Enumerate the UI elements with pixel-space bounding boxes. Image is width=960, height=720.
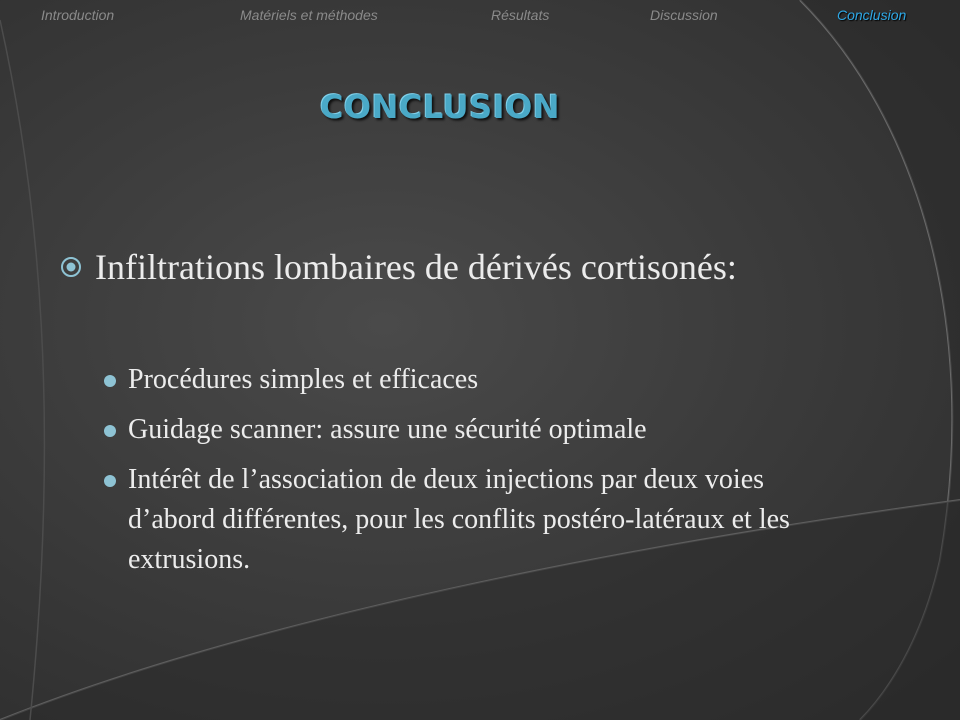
sub-bullet-text: Guidage scanner: assure une sécurité optimale	[128, 414, 647, 445]
slide-title: CONCLUSION	[319, 88, 561, 126]
round-bullet-icon	[104, 375, 116, 387]
sub-bullet-text: Intérêt de l’association de deux injections par deux voies d’abord différentes, pour les conflits postéro-latéraux et les extrusions.	[128, 464, 790, 575]
round-bullet-icon	[104, 475, 116, 487]
sub-bullet-item	[104, 410, 824, 450]
sub-bullet-list	[104, 360, 824, 590]
nav-item-resultats[interactable]: Résultats	[491, 7, 550, 23]
round-bullet-icon	[104, 425, 116, 437]
section-nav	[0, 0, 960, 30]
sub-bullet-item	[104, 460, 824, 580]
circled-dot-icon	[60, 256, 82, 278]
nav-item-conclusion[interactable]: Conclusion	[837, 7, 907, 23]
nav-item-introduction[interactable]: Introduction	[41, 7, 115, 23]
nav-item-materiels-methodes[interactable]: Matériels et méthodes	[240, 7, 378, 23]
main-bullet-text: Infiltrations lombaires de dérivés cortisonés:	[95, 247, 737, 287]
sub-bullet-item	[104, 360, 824, 400]
sub-bullet-text: Procédures simples et efficaces	[128, 364, 479, 395]
nav-item-discussion[interactable]: Discussion	[650, 7, 718, 23]
